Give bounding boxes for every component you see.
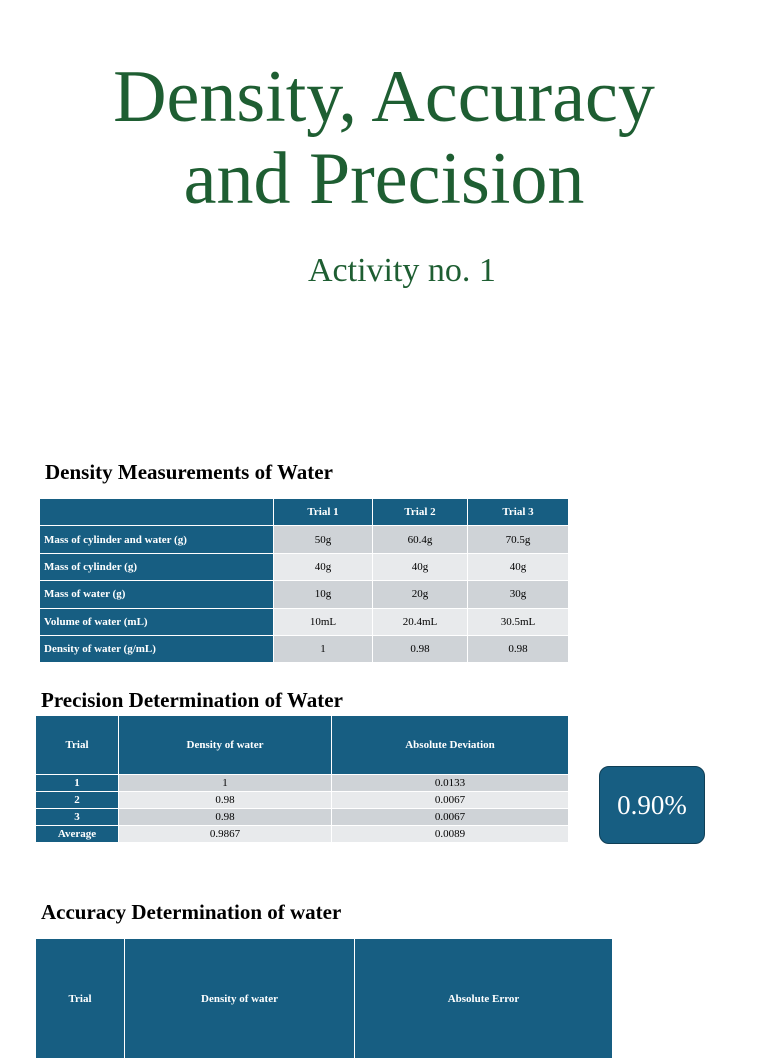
density-col-header: Trial 1 (274, 499, 373, 526)
density-col-header: Trial 2 (373, 499, 468, 526)
precision-result-badge: 0.90% (599, 766, 705, 844)
table-cell: 40g (274, 553, 373, 580)
row-label: 1 (36, 775, 119, 792)
table-cell: 10mL (274, 608, 373, 635)
density-col-header (40, 499, 274, 526)
precision-heading: Precision Determination of Water (41, 688, 343, 712)
table-cell: 0.0133 (332, 775, 569, 792)
accuracy-header-row (36, 939, 613, 1059)
table-cell: 70.5g (468, 526, 569, 553)
accuracy-table (35, 938, 613, 1059)
row-label: Mass of water (g) (40, 581, 274, 608)
table-cell: 1 (119, 775, 332, 792)
table-row (40, 608, 569, 635)
page-subtitle: Activity no. 1 (308, 252, 496, 289)
density-col-header: Trial 3 (468, 499, 569, 526)
density-heading: Density Measurements of Water (45, 460, 333, 484)
table-cell: 40g (373, 553, 468, 580)
table-cell: 1 (274, 635, 373, 662)
table-row (36, 792, 569, 809)
table-cell: 0.98 (373, 635, 468, 662)
table-cell: 0.9867 (119, 826, 332, 843)
table-cell: 20g (373, 581, 468, 608)
table-cell: 0.0067 (332, 809, 569, 826)
title-line-1: Density, Accuracy (113, 56, 655, 138)
accuracy-col-header: Density of water (125, 939, 355, 1059)
row-label: 3 (36, 809, 119, 826)
precision-col-header: Trial (36, 716, 119, 775)
density-header-row (40, 499, 569, 526)
precision-table (35, 715, 569, 843)
table-cell: 40g (468, 553, 569, 580)
table-cell: 0.98 (119, 792, 332, 809)
row-label: Mass of cylinder (g) (40, 553, 274, 580)
row-label: 2 (36, 792, 119, 809)
table-row (40, 635, 569, 662)
precision-col-header: Absolute Deviation (332, 716, 569, 775)
table-cell: 30g (468, 581, 569, 608)
page-title (0, 56, 768, 220)
table-cell: 0.98 (468, 635, 569, 662)
table-row (40, 581, 569, 608)
table-row (40, 526, 569, 553)
row-label: Mass of cylinder and water (g) (40, 526, 274, 553)
title-line-2: and Precision (183, 138, 585, 220)
density-table (39, 498, 569, 663)
table-cell: 0.98 (119, 809, 332, 826)
precision-header-row (36, 716, 569, 775)
table-row (40, 553, 569, 580)
row-label: Density of water (g/mL) (40, 635, 274, 662)
accuracy-heading: Accuracy Determination of water (41, 900, 342, 924)
table-row (36, 826, 569, 843)
row-label: Volume of water (mL) (40, 608, 274, 635)
table-cell: 0.0089 (332, 826, 569, 843)
table-row (36, 809, 569, 826)
table-cell: 50g (274, 526, 373, 553)
table-row (36, 775, 569, 792)
precision-col-header: Density of water (119, 716, 332, 775)
table-cell: 0.0067 (332, 792, 569, 809)
table-cell: 30.5mL (468, 608, 569, 635)
table-cell: 10g (274, 581, 373, 608)
row-label: Average (36, 826, 119, 843)
accuracy-col-header: Absolute Error (355, 939, 613, 1059)
table-cell: 60.4g (373, 526, 468, 553)
table-cell: 20.4mL (373, 608, 468, 635)
accuracy-col-header: Trial (36, 939, 125, 1059)
